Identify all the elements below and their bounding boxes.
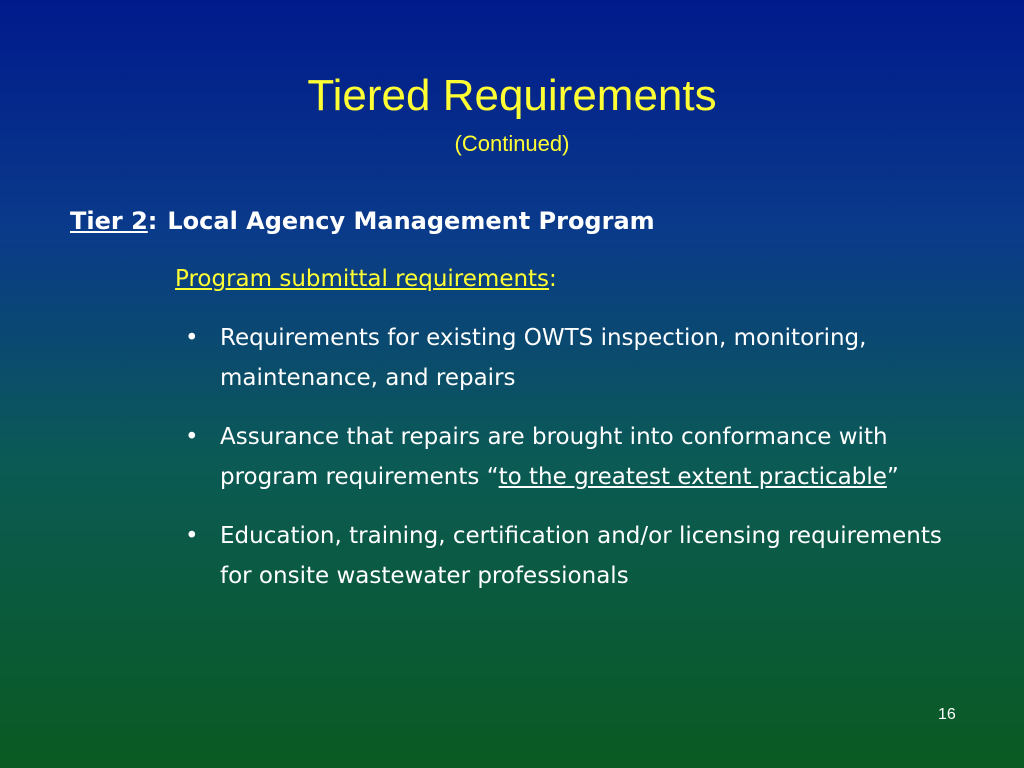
list-item-text: Requirements for existing OWTS inspection, monitoring, maintenance, and repairs — [220, 325, 867, 391]
slide-title: Tiered Requirements — [307, 71, 717, 120]
tier-label: Tier 2 — [70, 207, 148, 235]
list-item — [185, 516, 975, 596]
bullet-icon: • — [185, 424, 199, 450]
list-item-text: Assurance that repairs are brought into conformance with program requirements “ — [220, 424, 888, 490]
tier-name: Local Agency Management Program — [167, 207, 655, 235]
slide-subtitle: (Continued) — [454, 131, 570, 156]
tier-heading — [70, 204, 655, 238]
requirements-list — [185, 318, 975, 615]
tier-colon: : — [147, 207, 158, 235]
bullet-icon: • — [185, 325, 199, 351]
list-item-emphasis: to the greatest extent practicable — [498, 464, 887, 490]
bullet-icon: • — [185, 523, 199, 549]
list-item — [185, 417, 975, 497]
section-heading-text: Program submittal requirements — [175, 266, 550, 292]
page-number: 16 — [938, 706, 956, 723]
section-heading-colon: : — [549, 266, 557, 292]
section-heading — [175, 262, 557, 296]
list-item-text: Education, training, certification and/or licensing requirements for onsite wastewater professionals — [220, 523, 942, 589]
list-item-text-end: ” — [886, 464, 899, 490]
list-item — [185, 318, 975, 398]
